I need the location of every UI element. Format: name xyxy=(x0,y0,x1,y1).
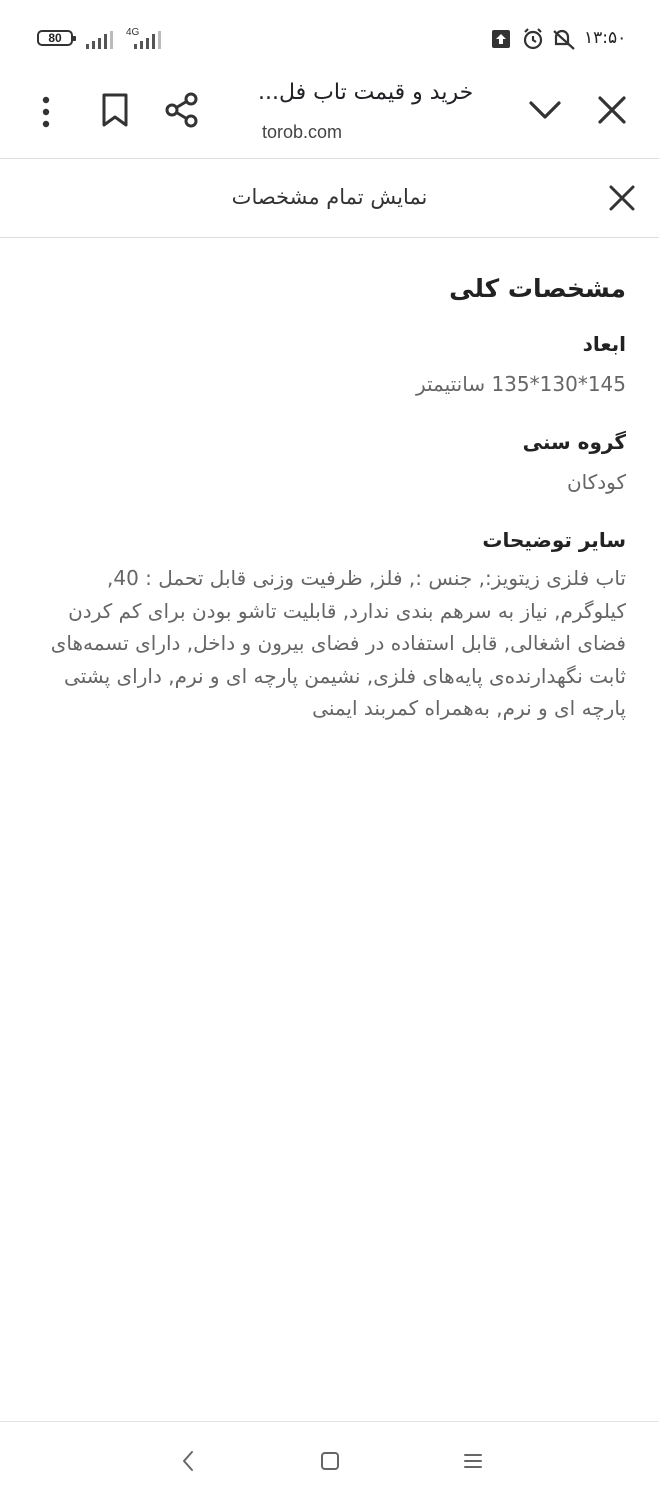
sheet-title: نمایش تمام مشخصات xyxy=(231,185,428,209)
menu-icon[interactable] xyxy=(462,1448,484,1474)
specs-content xyxy=(34,270,626,725)
system-nav-bar xyxy=(0,1421,659,1501)
page-domain[interactable]: torob.com xyxy=(262,122,343,142)
alarm-icon xyxy=(525,29,541,48)
spec-value: کودکان xyxy=(566,470,626,494)
status-icons xyxy=(490,27,580,51)
spec-label: ابعاد xyxy=(582,332,626,356)
battery-indicator xyxy=(37,30,73,46)
home-icon[interactable] xyxy=(319,1448,341,1474)
upload-icon xyxy=(492,30,510,48)
status-bar xyxy=(0,0,659,78)
muted-icon xyxy=(554,31,574,49)
clock: ۱۳:۵۰ xyxy=(584,28,627,48)
spec-label: سایر توضیحات xyxy=(482,528,626,552)
more-vert-icon[interactable] xyxy=(36,94,56,130)
spec-dimensions xyxy=(34,328,626,400)
spec-age-group xyxy=(34,426,626,498)
spec-other-description xyxy=(34,524,626,725)
signal-4g-icon xyxy=(126,30,166,50)
battery-level: 80 xyxy=(48,31,62,45)
signal-icon xyxy=(86,30,116,50)
chevron-down-icon[interactable] xyxy=(528,96,562,124)
spec-label: گروه سنی xyxy=(522,430,626,454)
network-type: 4G xyxy=(126,27,140,38)
bookmark-icon[interactable] xyxy=(100,92,130,128)
share-icon[interactable] xyxy=(164,92,200,128)
section-title: مشخصات کلی xyxy=(449,274,626,303)
browser-toolbar xyxy=(0,78,659,159)
sheet-header xyxy=(0,159,659,238)
close-icon[interactable] xyxy=(596,94,628,126)
spec-description: تاب فلزی زیتویز:, جنس :, فلز, ظرفیت وزنی قابل تحمل : 40, کیلوگرم, نیاز به سرهم بندی ندارد, قابلیت تاشو بودن برای کم کردن فضای اشغالی, قابل استفاده در فضای بیرون و داخل, دارای تسمه‌های ثابت نگهدارنده‌ی پایه‌های فلزی, نشیمن پارچه ای و نرم, دارای پشتی پارچه ای و نرم, به‌همراه کمربند ایمنی xyxy=(50,566,626,720)
sheet-close-icon[interactable] xyxy=(608,184,636,212)
back-icon[interactable] xyxy=(178,1448,198,1474)
page-title[interactable]: خرید و قیمت تاب فل... xyxy=(258,80,474,105)
spec-value: 145*130*135 سانتیمتر xyxy=(415,372,626,396)
